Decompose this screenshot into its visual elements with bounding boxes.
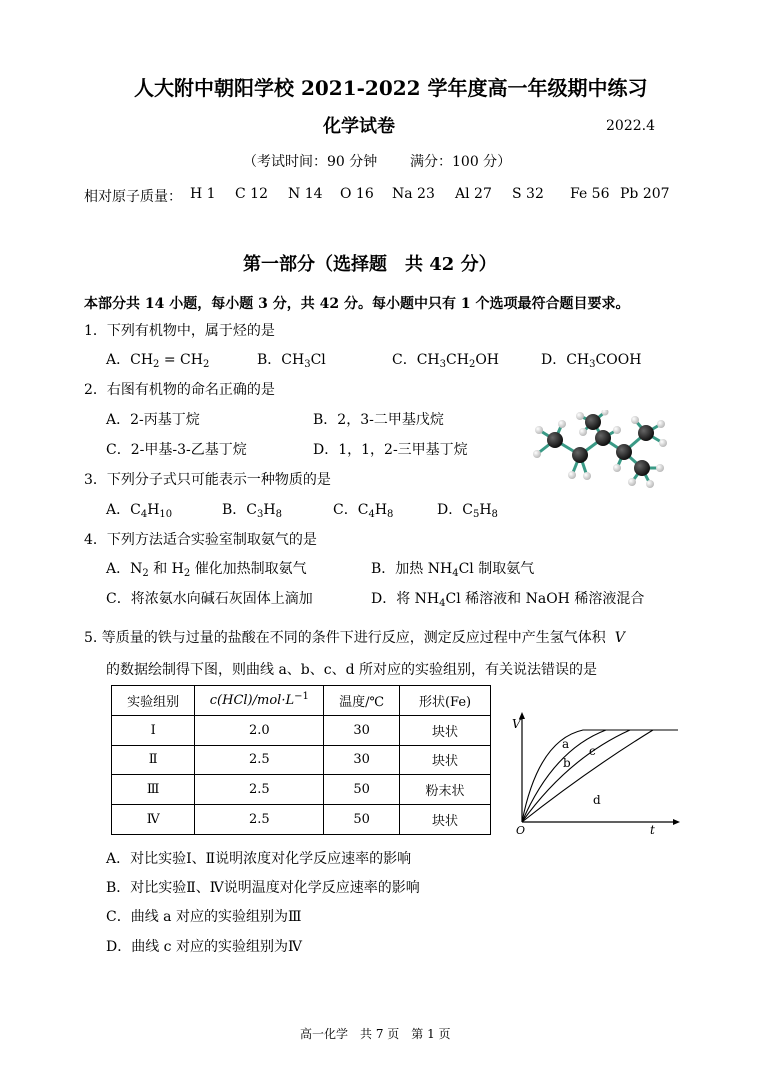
atomic-mass-label: 相对原子质量： [84,189,182,205]
curve-label-d: d [593,793,601,807]
q4-option-b: B．加热 $NH_4Cl$ 制取氨气 [371,561,535,579]
curve-a [522,730,678,822]
atomic-mass: N 14 [288,186,323,202]
q3-option-b: B．$C_3H_8$ [222,502,282,520]
page-footer: 高一化学 共 7 页 第 1 页 [300,1027,451,1041]
subject-title: 化学试卷 [323,116,395,137]
volume-time-graph [508,710,683,838]
table-row [112,805,491,835]
atomic-mass: Fe 56 [570,186,610,202]
q1-option-a: A．$CH_2 = CH_2$ [106,352,210,370]
atomic-mass: H 1 [190,186,216,202]
curve-d [522,730,653,822]
atomic-mass: Pb 207 [620,186,670,202]
section-title: 第一部分（选择题 共 42 分） [243,254,497,275]
q1-option-c: C．$CH_3CH_2OH$ [392,352,499,370]
curve-label-c: c [589,744,596,758]
atomic-mass: Al 27 [455,186,492,202]
origin-label: O [516,824,526,837]
table-row [112,745,491,775]
q5-option-a: A．对比实验Ⅰ、Ⅱ说明浓度对化学反应速率的影响 [106,851,412,867]
page-title: 人大附中朝阳学校 2021-2022 学年度高一年级期中练习 [134,76,648,100]
q4-option-c: C．将浓氨水向碱石灰固体上滴加 [106,591,313,607]
table-cell: 50 [324,775,400,805]
table-cell: Ⅰ [112,715,195,745]
table-row [112,775,491,805]
exam-time: （考试时间：90 分钟 [243,154,378,170]
table-cell: 2.5 [195,775,324,805]
table-cell: 30 [324,745,400,775]
q1-option-b: B．$CH_3Cl$ [257,352,326,370]
q5-option-b: B．对比实验Ⅱ、Ⅳ说明温度对化学反应速率的影响 [106,880,420,896]
table-cell: 块状 [400,745,491,775]
atomic-mass: O 16 [340,186,374,202]
curve-label-a: a [562,737,570,751]
table-cell: 2.5 [195,745,324,775]
table-row [112,715,491,745]
table-cell: 2.0 [195,715,324,745]
atomic-mass: S 32 [512,186,544,202]
x-axis-arrow [673,819,680,825]
q1-option-d: D．$CH_3COOH$ [541,352,642,370]
atomic-mass: Na 23 [392,186,435,202]
question-1-stem: 1．下列有机物中，属于烃的是 [84,323,275,339]
q3-option-d: D．$C_5H_8$ [437,502,498,520]
table-header: 温度/℃ [324,686,400,716]
section-instructions: 本部分共 14 小题，每小题 3 分，共 42 分。每小题中只有 1 个选项最符合题目要求。 [84,296,630,312]
table-cell: 2.5 [195,805,324,835]
question-5-stem-line2: 的数据绘制得下图，则曲线 a、b、c、d 所对应的实验组别，有关说法错误的是 [106,662,598,678]
q3-option-c: C．$C_4H_8$ [333,502,394,520]
q2-option-d: D．1，1，2-三甲基丁烷 [313,442,468,458]
question-4-stem: 4．下列方法适合实验室制取氨气的是 [84,532,317,548]
table-cell: Ⅱ [112,745,195,775]
table-header-row [112,686,491,716]
x-axis-label: t [650,823,655,837]
question-5-stem-line1: 5. 等质量的铁与过量的盐酸在不同的条件下进行反应，测定反应过程中产生氢气体积 V [84,630,625,646]
table-cell: 粉末状 [400,775,491,805]
experiment-table [111,685,491,835]
q3-option-a: A．$C_4H_{10}$ [106,502,173,520]
molecule-model-image [525,410,670,495]
table-cell: Ⅳ [112,805,195,835]
q4-option-a: A．$N_2$ 和 $H_2$ 催化加热制取氨气 [106,561,307,579]
q2-option-a: A．2-丙基丁烷 [106,412,200,428]
table-header: 形状(Fe) [400,686,491,716]
y-axis-label: V [512,717,521,731]
full-score: 满分：100 分） [410,154,512,170]
question-2-stem: 2．右图有机物的命名正确的是 [84,382,275,398]
question-3-stem: 3．下列分子式只可能表示一种物质的是 [84,472,331,488]
table-cell: 50 [324,805,400,835]
q2-option-c: C．2-甲基-3-乙基丁烷 [106,442,247,458]
q5-option-d: D．曲线 c 对应的实验组别为Ⅳ [106,939,302,955]
table-cell: Ⅲ [112,775,195,805]
q5-option-c: C．曲线 a 对应的实验组别为Ⅲ [106,909,302,925]
table-cell: 块状 [400,715,491,745]
curve-label-b: b [563,756,571,770]
exam-date: 2022.4 [606,118,655,134]
table-header: $c(HCl)/mol\cdot L^{-1}$ [195,686,324,716]
table-cell: 块状 [400,805,491,835]
atomic-mass: C 12 [235,186,268,202]
table-cell: 30 [324,715,400,745]
q4-option-d: D．将 $NH_4Cl$ 稀溶液和 NaOH 稀溶液混合 [371,591,645,609]
table-header: 实验组别 [112,686,195,716]
q2-option-b: B．2，3-二甲基戊烷 [313,412,444,428]
curve-c [522,730,630,822]
